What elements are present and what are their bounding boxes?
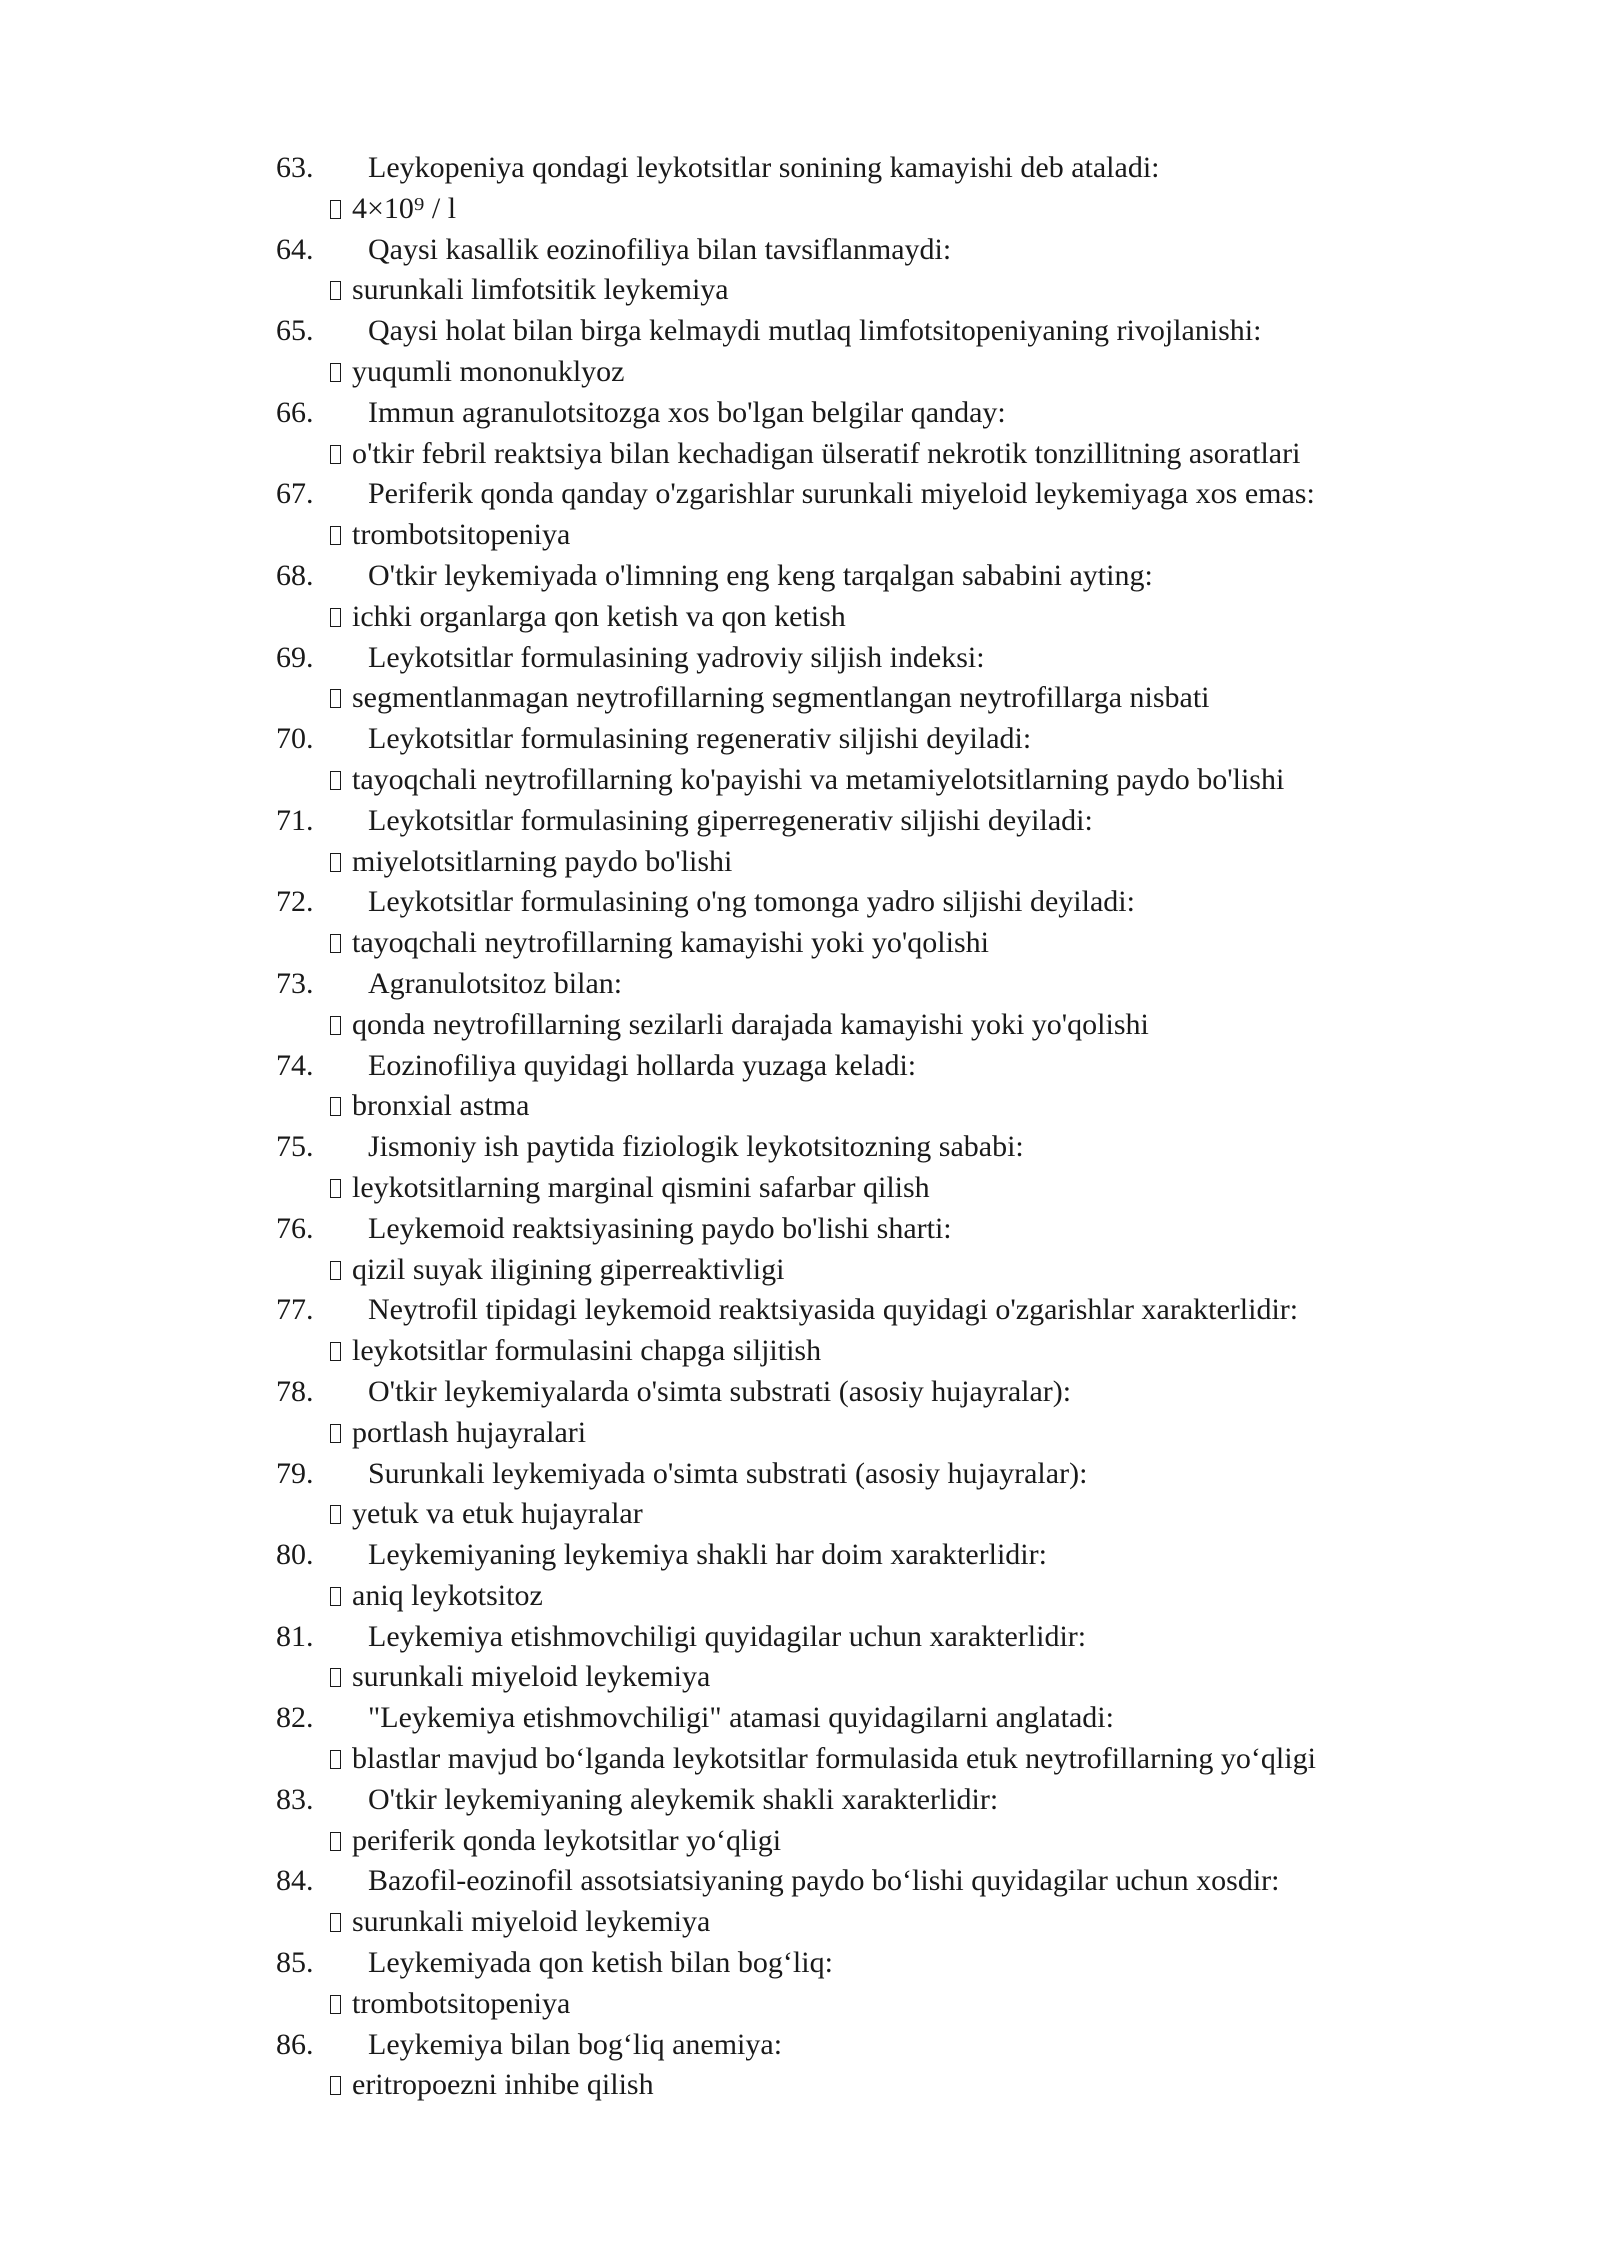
question-item (0, 882, 1600, 964)
answer-text: tayoqchali neytrofillarning kamayishi yoki yo'qolishi (352, 926, 989, 960)
missing-glyph-box-icon (330, 1832, 341, 1851)
missing-glyph-box-icon (330, 1995, 341, 2014)
question-text: Bazofil-eozinofil assotsiatsiyaning paydo bo‘lishi quyidagilar uchun xosdir: (368, 1864, 1280, 1898)
missing-glyph-box-icon (330, 363, 341, 382)
question-list (0, 148, 1600, 2106)
missing-glyph-box-icon (330, 1097, 341, 1116)
question-text: Qaysi holat bilan birga kelmaydi mutlaq limfotsitopeniyaning rivojlanishi: (368, 314, 1262, 348)
question-text: Immun agranulotsitozga xos bo'lgan belgilar qanday: (368, 395, 1006, 429)
question-number: 76. (276, 1211, 314, 1245)
question-number: 86. (276, 2027, 314, 2061)
question-item (0, 1046, 1600, 1128)
missing-glyph-box-icon (330, 1261, 341, 1280)
question-number: 74. (276, 1048, 314, 1082)
missing-glyph-box-icon (330, 934, 341, 953)
question-item (0, 964, 1600, 1046)
question-item (0, 556, 1600, 638)
missing-glyph-box-icon (330, 853, 341, 872)
answer-text: blastlar mavjud bo‘lganda leykotsitlar formulasida etuk neytrofillarning yo‘qligi (352, 1742, 1316, 1776)
question-number: 80. (276, 1538, 314, 1572)
missing-glyph-box-icon (330, 1913, 341, 1932)
question-text: Leykemiyaning leykemiya shakli har doim xarakterlidir: (368, 1538, 1047, 1572)
question-number: 71. (276, 803, 314, 837)
question-text: Qaysi kasallik eozinofiliya bilan tavsiflanmaydi: (368, 232, 952, 266)
question-text: "Leykemiya etishmovchiligi" atamasi quyidagilarni anglatadi: (368, 1701, 1114, 1735)
answer-text: miyelotsitlarning paydo bo'lishi (352, 844, 733, 878)
answer-text: surunkali miyeloid leykemiya (352, 1660, 711, 1694)
question-text: Periferik qonda qanday o'zgarishlar surunkali miyeloid leykemiyaga xos emas: (368, 477, 1315, 511)
answer-text: leykotsitlarning marginal qismini safarbar qilish (352, 1170, 930, 1204)
answer-text: yuqumli mononuklyoz (352, 354, 625, 388)
missing-glyph-box-icon (330, 1016, 341, 1035)
question-text: Leykemiya etishmovchiligi quyidagilar uchun xarakterlidir: (368, 1619, 1087, 1653)
question-number: 75. (276, 1130, 314, 1164)
question-item (0, 1698, 1600, 1780)
missing-glyph-box-icon (330, 1179, 341, 1198)
question-text: O'tkir leykemiyaning aleykemik shakli xarakterlidir: (368, 1782, 999, 1816)
question-item (0, 638, 1600, 720)
question-number: 69. (276, 640, 314, 674)
answer-text: o'tkir febril reaktsiya bilan kechadigan ülseratif nekrotik tonzillitning asoratlari (352, 436, 1301, 470)
question-item (0, 2025, 1600, 2107)
missing-glyph-box-icon (330, 1424, 341, 1443)
question-text: Neytrofil tipidagi leykemoid reaktsiyasida quyidagi o'zgarishlar xarakterlidir: (368, 1293, 1299, 1327)
question-item (0, 1617, 1600, 1699)
question-number: 82. (276, 1701, 314, 1735)
missing-glyph-box-icon (330, 608, 341, 627)
missing-glyph-box-icon (330, 1342, 341, 1361)
missing-glyph-box-icon (330, 1750, 341, 1769)
answer-text: qizil suyak iligining giperreaktivligi (352, 1252, 785, 1286)
question-text: O'tkir leykemiyalarda o'simta substrati (asosiy hujayralar): (368, 1374, 1072, 1408)
answer-text: surunkali miyeloid leykemiya (352, 1905, 711, 1939)
question-text: Leykotsitlar formulasining giperregenerativ siljishi deyiladi: (368, 803, 1093, 837)
question-text: Leykopeniya qondagi leykotsitlar sonining kamayishi deb ataladi: (368, 151, 1160, 184)
question-item (0, 1290, 1600, 1372)
question-item (0, 801, 1600, 883)
answer-text: periferik qonda leykotsitlar yo‘qligi (352, 1823, 782, 1857)
question-item (0, 719, 1600, 801)
question-item (0, 1780, 1600, 1862)
question-item (0, 474, 1600, 556)
question-item (0, 1861, 1600, 1943)
question-text: Leykemiya bilan bog‘liq anemiya: (368, 2027, 783, 2061)
answer-text: bronxial astma (352, 1089, 530, 1123)
answer-text: aniq leykotsitoz (352, 1578, 543, 1612)
question-number: 85. (276, 1946, 314, 1980)
missing-glyph-box-icon (330, 2076, 341, 2095)
question-number: 83. (276, 1782, 314, 1816)
question-number: 77. (276, 1293, 314, 1327)
question-text: Leykemiyada qon ketish bilan bog‘liq: (368, 1946, 833, 1980)
question-item (0, 1454, 1600, 1536)
question-item (0, 1209, 1600, 1291)
missing-glyph-box-icon (330, 1505, 341, 1524)
answer-text: qonda neytrofillarning sezilarli darajada kamayishi yoki yo'qolishi (352, 1007, 1149, 1041)
answer-text: trombotsitopeniya (352, 1986, 571, 2020)
question-text: Jismoniy ish paytida fiziologik leykotsitozning sababi: (368, 1130, 1024, 1164)
missing-glyph-box-icon (330, 1668, 341, 1687)
question-number: 66. (276, 395, 314, 429)
question-item (0, 1535, 1600, 1617)
question-number: 73. (276, 966, 314, 1000)
question-number: 72. (276, 885, 314, 919)
question-item (0, 230, 1600, 312)
question-item (0, 311, 1600, 393)
answer-text: yetuk va etuk hujayralar (352, 1497, 643, 1531)
question-number: 67. (276, 477, 314, 511)
missing-glyph-box-icon (330, 445, 341, 464)
answer-text: leykotsitlar formulasini chapga siljitish (352, 1334, 822, 1368)
question-text: Leykotsitlar formulasining o'ng tomonga yadro siljishi deyiladi: (368, 885, 1135, 919)
missing-glyph-box-icon (330, 771, 341, 790)
answer-text: tayoqchali neytrofillarning ko'payishi va metamiyelotsitlarning paydo bo'lishi (352, 762, 1285, 796)
question-number: 81. (276, 1619, 314, 1653)
question-number: 78. (276, 1374, 314, 1408)
question-item (0, 1372, 1600, 1454)
missing-glyph-box-icon (330, 200, 341, 219)
answer-text: eritropoezni inhibe qilish (352, 2068, 654, 2102)
answer-text: trombotsitopeniya (352, 518, 571, 552)
question-number: 70. (276, 722, 314, 756)
answer-text: portlash hujayralari (352, 1415, 587, 1449)
question-number: 79. (276, 1456, 314, 1490)
question-number: 65. (276, 314, 314, 348)
question-number: 63. (276, 151, 314, 184)
question-number: 84. (276, 1864, 314, 1898)
missing-glyph-box-icon (330, 281, 341, 300)
question-text: Eozinofiliya quyidagi hollarda yuzaga keladi: (368, 1048, 917, 1082)
answer-text: ichki organlarga qon ketish va qon ketish (352, 599, 846, 633)
answer-text: 4×10⁹ / l (352, 191, 457, 225)
question-text: Leykotsitlar formulasining regenerativ siljishi deyiladi: (368, 722, 1032, 756)
question-text: Leykemoid reaktsiyasining paydo bo'lishi sharti: (368, 1211, 952, 1245)
missing-glyph-box-icon (330, 1587, 341, 1606)
missing-glyph-box-icon (330, 689, 341, 708)
missing-glyph-box-icon (330, 526, 341, 545)
question-text: Agranulotsitoz bilan: (368, 966, 623, 1000)
answer-text: segmentlanmagan neytrofillarning segmentlangan neytrofillarga nisbati (352, 681, 1210, 715)
question-item (0, 393, 1600, 475)
question-item (0, 1943, 1600, 2025)
question-number: 68. (276, 558, 314, 592)
question-number: 64. (276, 232, 314, 266)
question-item (0, 1127, 1600, 1209)
question-text: O'tkir leykemiyada o'limning eng keng tarqalgan sababini ayting: (368, 558, 1153, 592)
question-text: Surunkali leykemiyada o'simta substrati (asosiy hujayralar): (368, 1456, 1088, 1490)
answer-text: surunkali limfotsitik leykemiya (352, 273, 729, 307)
question-item (0, 148, 1600, 230)
question-text: Leykotsitlar formulasining yadroviy siljish indeksi: (368, 640, 985, 674)
